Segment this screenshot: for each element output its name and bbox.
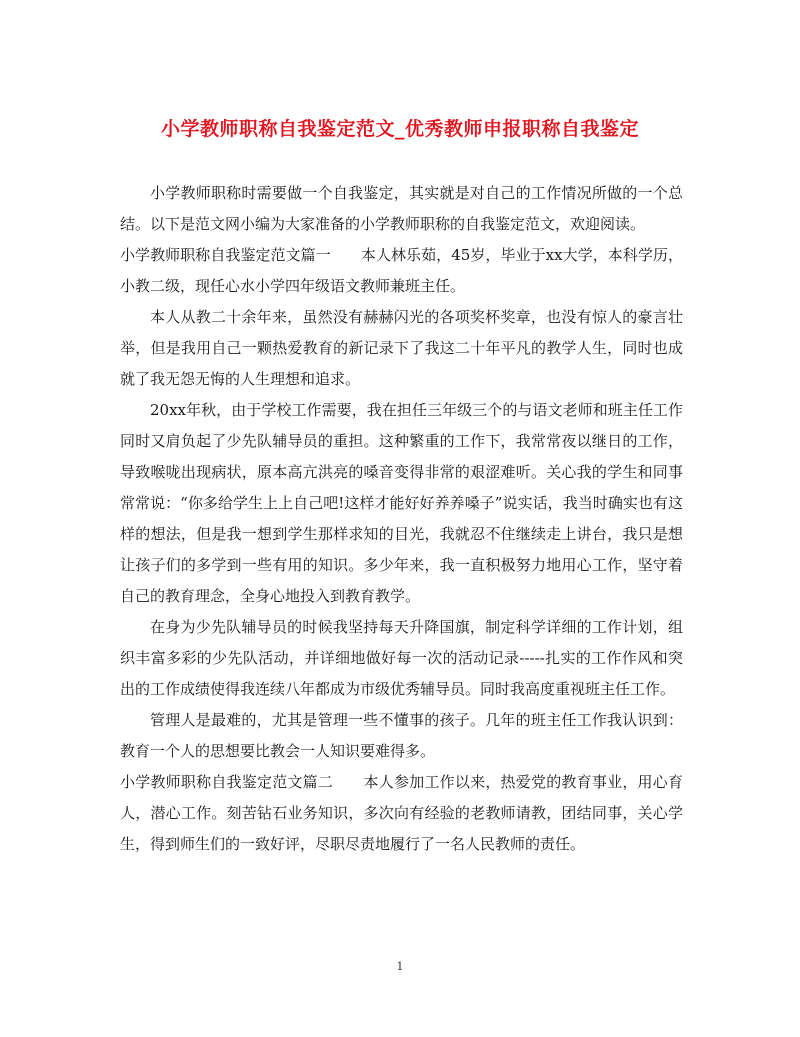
- page-title: 小学教师职称自我鉴定范文_优秀教师申报职称自我鉴定: [160, 118, 639, 140]
- body-paragraph: 20xx年秋，由于学校工作需要，我在担任三年级三个的与语文老师和班主任工作同时又肩负起了少先队辅导员的重担。这种繁重的工作下，我常常夜以继日的工作，导致喉咙出现病状，原本高亢洪亮的嗓音变得非常的艰涩难听。关心我的学生和同事常常说：“你多给学生上上自己吧!这样才能好好养养嗓子”说实话，我当时确实也有这样的想法，但是我一想到学生那样求知的目光，我就忍不住继续走上讲台，我只是想让孩子们的多学到一些有用的知识。多少年来，我一直积极努力地用心工作，坚守着自己的教育理念，全身心地投入到教育教学。: [120, 401, 683, 605]
- sample-two-heading-paragraph: 小学教师职称自我鉴定范文篇二 本人参加工作以来，热爱党的教育事业，用心育人，潜心工作。刻苦钻石业务知识，多次向有经验的老教师请教，团结同事，关心学生，得到师生们的一致好评，尽职尽责地履行了一名人民教师的责任。: [120, 773, 683, 853]
- intro-paragraph: 小学教师职称时需要做一个自我鉴定，其实就是对自己的工作情况所做的一个总结。以下是范文网小编为大家准备的小学教师职称的自我鉴定范文，欢迎阅读。: [120, 184, 683, 233]
- body-paragraph: 管理人是最难的，尤其是管理一些不懂事的孩子。几年的班主任工作我认识到：教育一个人的思想要比教会一人知识要难得多。: [120, 711, 683, 760]
- sample-one-heading-paragraph: 小学教师职称自我鉴定范文篇一 本人林乐茹，45岁，毕业于xx大学，本科学历，小教二级，现任心水小学四年级语文教师兼班主任。: [120, 246, 683, 295]
- body-paragraph: 本人从教二十余年来，虽然没有赫赫闪光的各项奖杯奖章，也没有惊人的豪言壮举，但是我用自己一颗热爱教育的新记录下了我这二十年平凡的教学人生，同时也成就了我无怨无悔的人生理想和追求。: [120, 308, 683, 388]
- body-paragraph: 在身为少先队辅导员的时候我坚持每天升降国旗，制定科学详细的工作计划，组织丰富多彩的少先队活动，并详细地做好每一次的活动记录-----扎实的工作作风和突出的工作成绩使得我连续八年都成为市级优秀辅导员。同时我高度重视班主任工作。: [120, 618, 683, 698]
- document-body: [120, 178, 683, 860]
- page-number: 1: [396, 960, 404, 973]
